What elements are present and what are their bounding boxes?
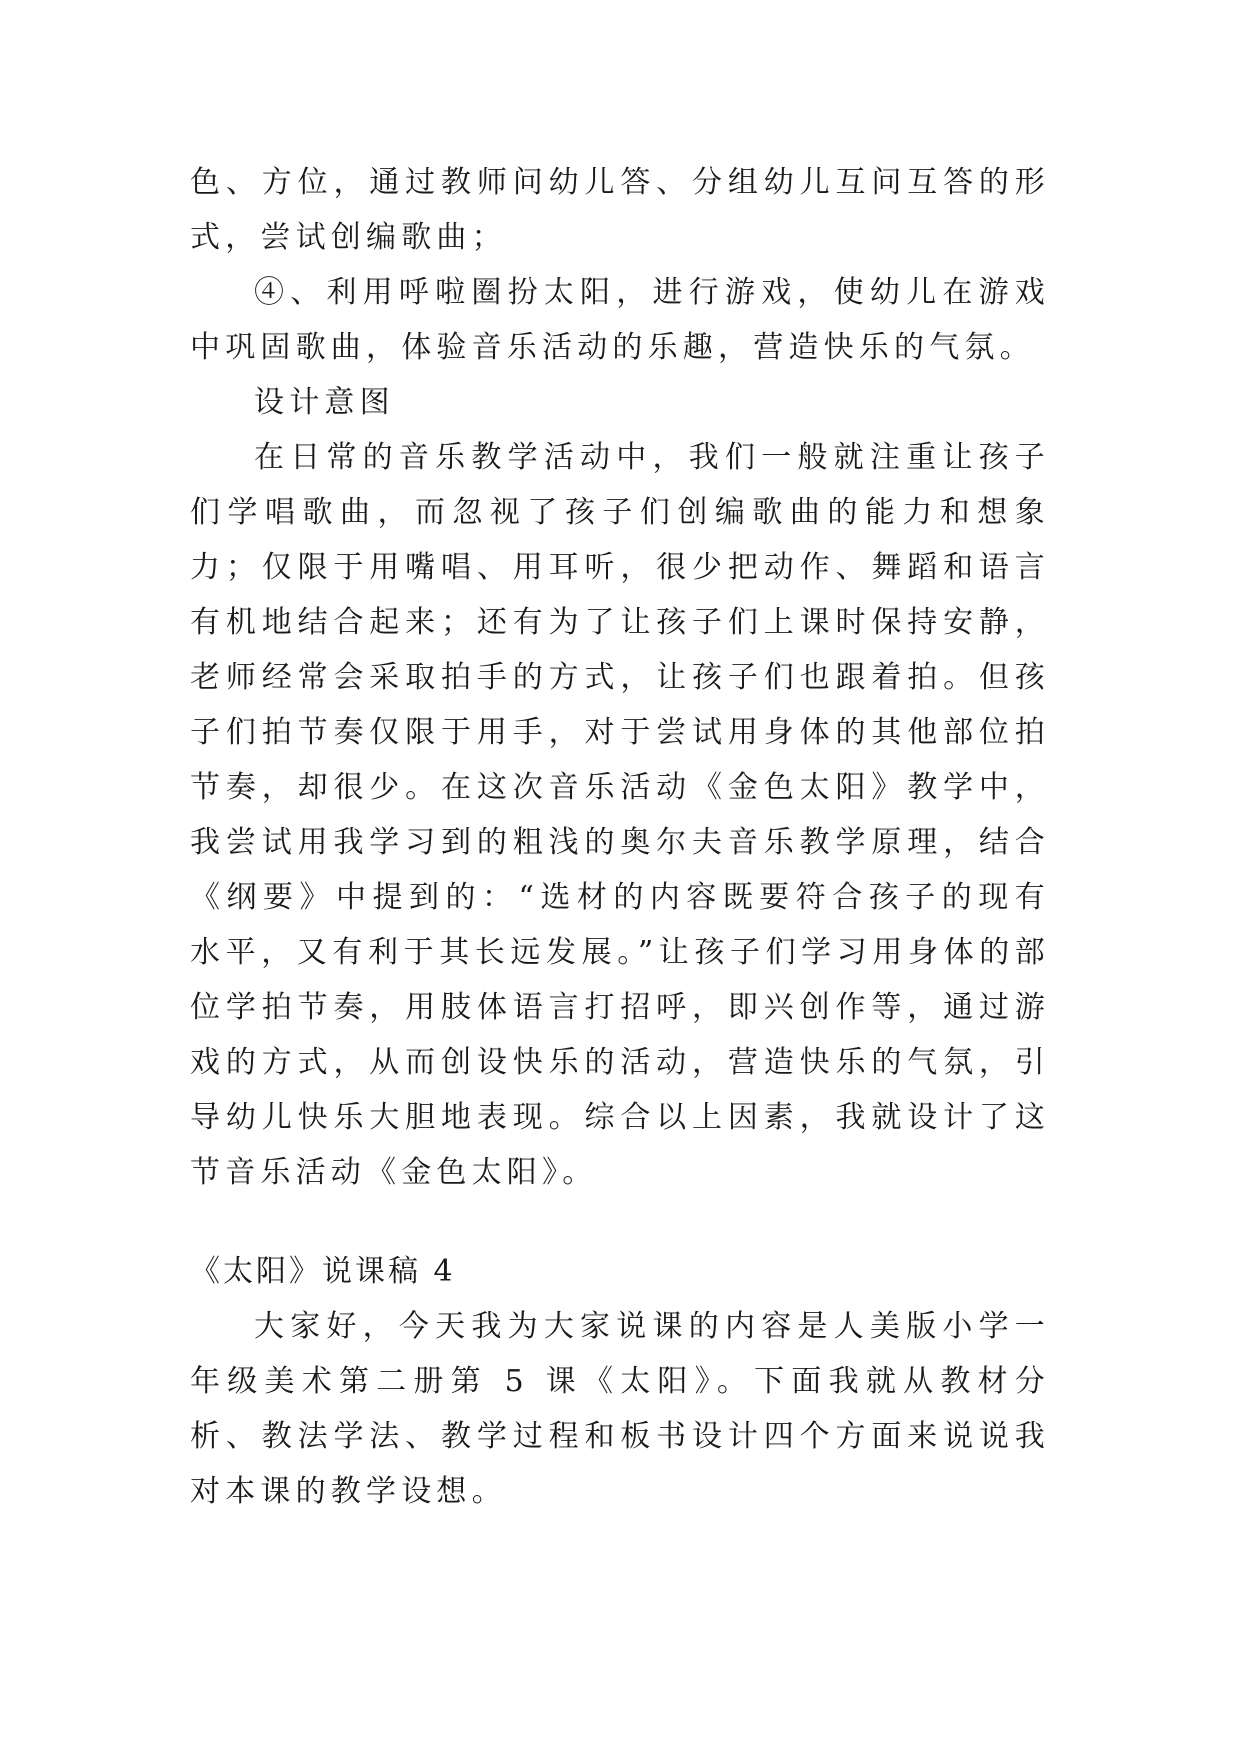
paragraph-item-4: ④、利用呼啦圈扮太阳，进行游戏，使幼儿在游戏中巩固歌曲，体验音乐活动的乐趣，营造快乐的气氛。 xyxy=(190,275,1050,365)
paragraph-continued: 色、方位，通过教师问幼儿答、分组幼儿互问互答的形式，尝试创编歌曲； xyxy=(190,165,1050,255)
intro-paragraph: 大家好，今天我为大家说课的内容是人美版小学一年级美术第二册第 5 课《太阳》。下面我就从教材分析、教法学法、教学过程和板书设计四个方面来说说我对本课的教学设想。 xyxy=(190,1309,1050,1509)
section-title: 《太阳》说课稿 4 xyxy=(190,1254,456,1289)
document-body xyxy=(190,155,1050,1519)
design-intent-heading: 设计意图 xyxy=(254,385,395,420)
design-intent-paragraph: 在日常的音乐教学活动中，我们一般就注重让孩子们学唱歌曲，而忽视了孩子们创编歌曲的能力和想象力；仅限于用嘴唱、用耳听，很少把动作、舞蹈和语言有机地结合起来；还有为了让孩子们上课时保持安静，老师经常会采取拍手的方式，让孩子们也跟着拍。但孩子们拍节奏仅限于用手，对于尝试用身体的其他部位拍节奏，却很少。在这次音乐活动《金色太阳》教学中，我尝试用我学习到的粗浅的奥尔夫音乐教学原理，结合《纲要》中提到的：“选材的内容既要符合孩子的现有水平，又有利于其长远发展。”让孩子们学习用身体的部位学拍节奏，用肢体语言打招呼，即兴创作等，通过游戏的方式，从而创设快乐的活动，营造快乐的气氛，引导幼儿快乐大胆地表现。综合以上因素，我就设计了这节音乐活动《金色太阳》。 xyxy=(190,440,1050,1190)
